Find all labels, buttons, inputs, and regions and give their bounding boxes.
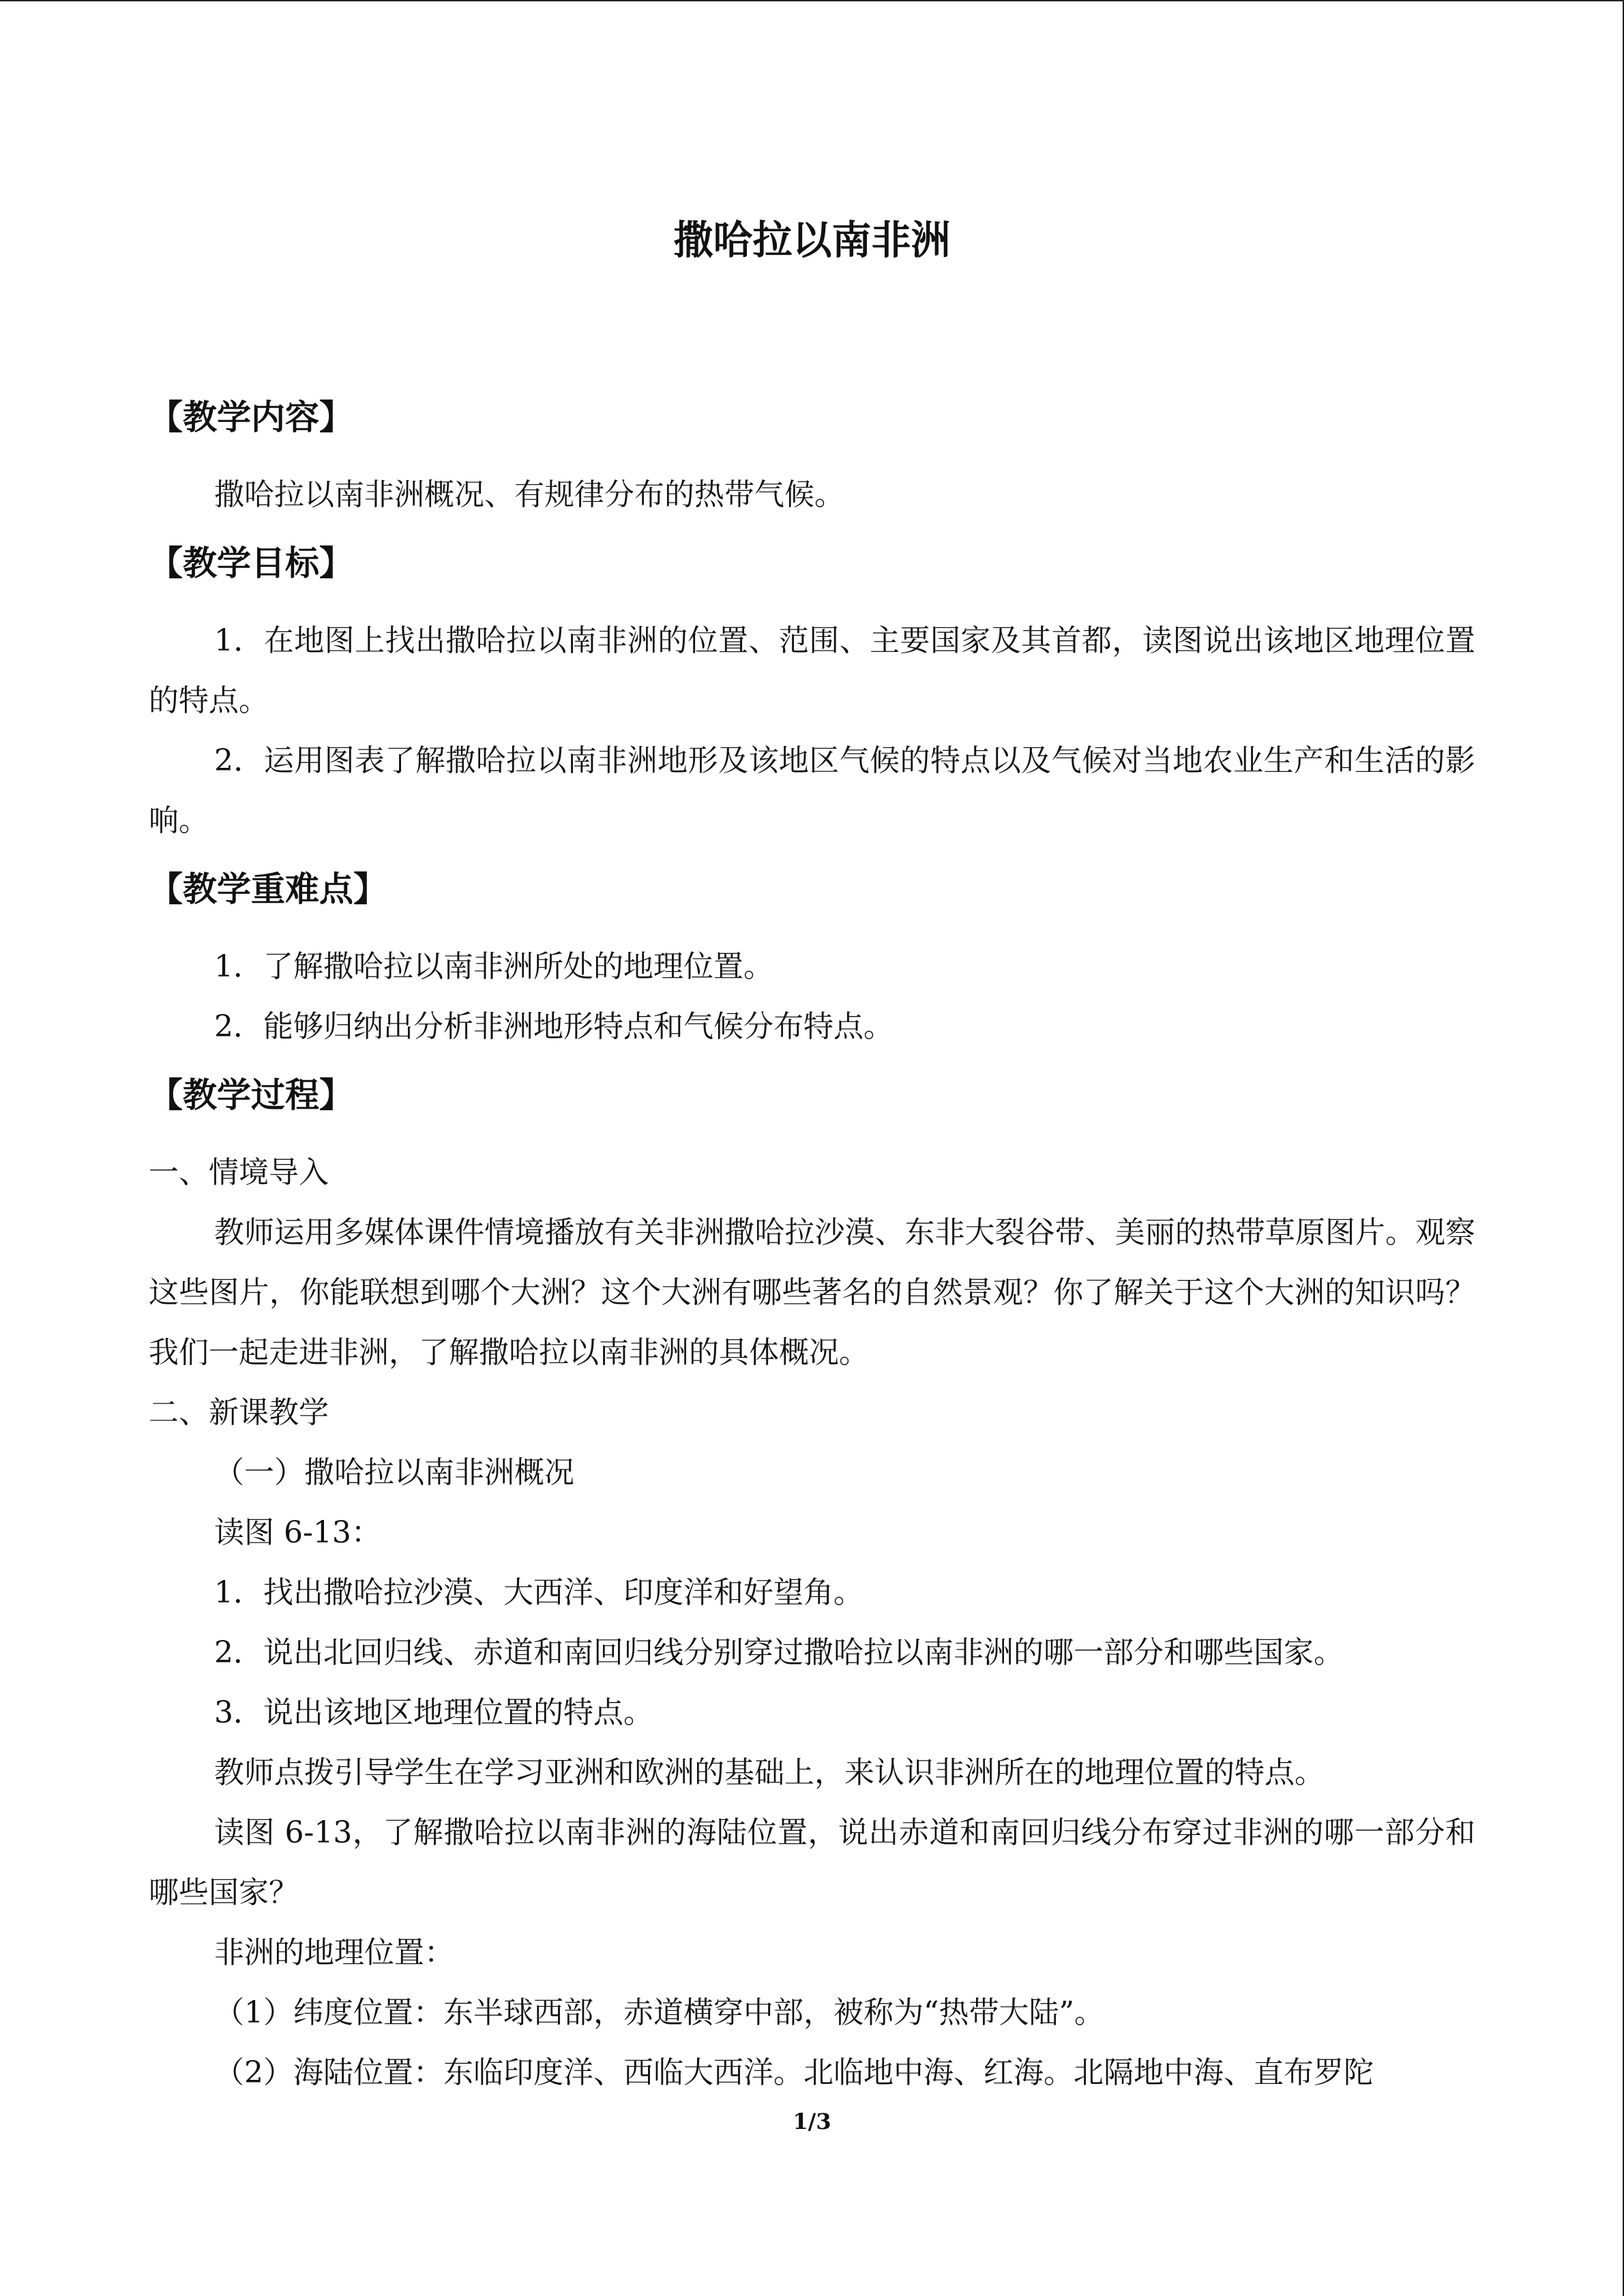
- goal-item-2: 2．运用图表了解撒哈拉以南非洲地形及该地区气候的特点以及气候对当地农业生产和生活的影响。: [149, 743, 1475, 838]
- process-sub1-title: （一）撒哈拉以南非洲概况: [214, 1455, 574, 1490]
- process-part1-title: 一、情境导入: [149, 1155, 329, 1190]
- keypoint-item-1: 1．了解撒哈拉以南非洲所处的地理位置。: [214, 949, 773, 984]
- location-item-2: （2）海陆位置：东临印度洋、西临大西洋。北临地中海、红海。北隔地中海、直布罗陀: [214, 2055, 1374, 2090]
- location-item-1: （1）纬度位置：东半球西部，赤道横穿中部，被称为“热带大陆”。: [214, 1995, 1104, 2030]
- goal-item-1: 1．在地图上找出撒哈拉以南非洲的位置、范围、主要国家及其首都，读图说出该地区地理位置的特点。: [149, 623, 1475, 718]
- section-heading-goals: 【教学目标】: [149, 543, 353, 583]
- process-part2-title: 二、新课教学: [149, 1395, 329, 1430]
- read-figure-line: 读图 6-13：: [214, 1515, 381, 1550]
- section-heading-keypoints: 【教学重难点】: [149, 869, 387, 909]
- section-heading-process: 【教学过程】: [149, 1075, 353, 1115]
- read-figure-detail: 读图 6-13，了解撒哈拉以南非洲的海陆位置，说出赤道和南回归线分布穿过非洲的哪一部分和哪些国家？: [149, 1815, 1475, 1910]
- page-number: 1/3: [793, 2108, 831, 2134]
- task-item-2: 2．说出北回归线、赤道和南回归线分别穿过撒哈拉以南非洲的哪一部分和哪些国家。: [214, 1635, 1344, 1670]
- document-title: 撒哈拉以南非洲: [673, 217, 951, 263]
- location-title: 非洲的地理位置：: [214, 1935, 454, 1970]
- content-text: 撒哈拉以南非洲概况、有规律分布的热带气候。: [214, 477, 844, 512]
- keypoint-item-2: 2．能够归纳出分析非洲地形特点和气候分布特点。: [214, 1009, 894, 1044]
- document-body: [149, 206, 1475, 2103]
- process-part1-text: 教师运用多媒体课件情境播放有关非洲撒哈拉沙漠、东非大裂谷带、美丽的热带草原图片。观察这些图片，你能联想到哪个大洲？这个大洲有哪些著名的自然景观？你了解关于这个大洲的知识吗？我们一起走进非洲，了解撒哈拉以南非洲的具体概况。: [149, 1215, 1475, 1370]
- task-item-3: 3．说出该地区地理位置的特点。: [214, 1695, 653, 1730]
- section-heading-content: 【教学内容】: [149, 397, 353, 437]
- teacher-note: 教师点拨引导学生在学习亚洲和欧洲的基础上，来认识非洲所在的地理位置的特点。: [214, 1755, 1325, 1790]
- task-item-1: 1．找出撒哈拉沙漠、大西洋、印度洋和好望角。: [214, 1575, 863, 1610]
